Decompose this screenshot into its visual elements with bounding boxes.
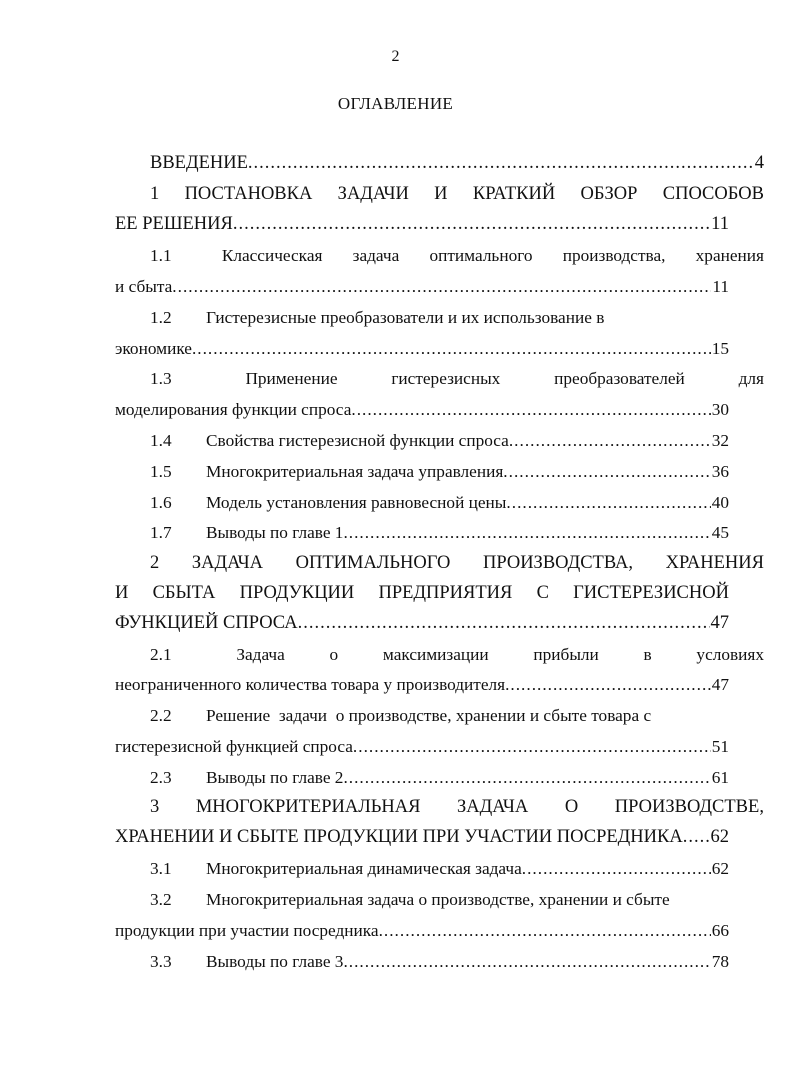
entry-page: 4 xyxy=(754,153,764,173)
toc-title: ОГЛАВЛЕНИЕ xyxy=(337,94,454,113)
toc-section-1-2-cont[interactable]: экономике ..... 15 xyxy=(115,338,729,360)
toc-chapter-2-title-2[interactable]: И СБЫТА ПРОДУКЦИИ ПРЕДПРИЯТИЯ С ГИСТЕРЕЗИСНОЙ xyxy=(115,583,729,603)
toc-section-1-7[interactable]: 1.7 Выводы по главе 1 ..... 45 xyxy=(115,522,729,544)
toc-section-1-4[interactable]: 1.4 Свойства гистерезисной функции спроса ..... 32 xyxy=(115,430,729,452)
toc-section-1-3[interactable]: 1.3 Применение гистерезисных преобразователей для xyxy=(150,369,764,388)
toc-chapter-2-title[interactable]: 2 ЗАДАЧА ОПТИМАЛЬНОГО ПРОИЗВОДСТВА, ХРАНЕНИЯ xyxy=(150,553,764,573)
toc-chapter-3-cont[interactable]: ХРАНЕНИИ И СБЫТЕ ПРОДУКЦИИ ПРИ УЧАСТИИ ПОСРЕДНИКА ..... 62 xyxy=(115,826,729,848)
toc-section-3-2[interactable]: 3.2 Многокритериальная задача о производстве, хранении и сбыте xyxy=(150,890,670,909)
toc-section-3-1[interactable]: 3.1 Многокритериальная динамическая задача ..... 62 xyxy=(115,858,729,880)
toc-section-2-2-cont[interactable]: гистерезисной функцией спроса ..... 51 xyxy=(115,736,729,758)
toc-section-2-1-cont[interactable]: неограниченного количества товара у производителя ..... 47 xyxy=(115,674,729,696)
toc-section-3-3[interactable]: 3.3 Выводы по главе 3 ..... 78 xyxy=(115,951,729,973)
toc-section-1-6[interactable]: 1.6 Модель установления равновесной цены ..... 40 xyxy=(115,492,729,514)
entry-page: 11 xyxy=(711,214,729,234)
toc-chapter-2-cont[interactable]: ФУНКЦИЕЙ СПРОСА ..... 47 xyxy=(115,612,729,634)
toc-section-2-1[interactable]: 2.1 Задача о максимизации прибыли в условиях xyxy=(150,645,764,664)
toc-chapter-1-title[interactable]: 1 ПОСТАНОВКА ЗАДАЧИ И КРАТКИЙ ОБЗОР СПОСОБОВ xyxy=(150,184,764,204)
toc-chapter-3-title[interactable]: 3 МНОГОКРИТЕРИАЛЬНАЯ ЗАДАЧА О ПРОИЗВОДСТВЕ, xyxy=(150,797,764,817)
toc-section-1-1-cont[interactable]: и сбыта ..... 11 xyxy=(115,276,729,298)
toc-section-1-3-cont[interactable]: моделирования функции спроса ..... 30 xyxy=(115,399,729,421)
toc-section-1-1[interactable]: 1.1 Классическая задача оптимального производства, хранения xyxy=(150,246,764,265)
toc-section-3-2-cont[interactable]: продукции при участии посредника ..... 66 xyxy=(115,920,729,942)
page-number: 2 xyxy=(391,48,400,65)
toc-chapter-1-cont[interactable]: ЕЕ РЕШЕНИЯ ..... 11 xyxy=(115,213,729,235)
toc-section-2-2[interactable]: 2.2 Решение задачи о производстве, хранении и сбыте товара с xyxy=(150,706,652,725)
toc-section-1-2[interactable]: 1.2 Гистерезисные преобразователи и их использование в xyxy=(150,308,605,327)
toc-section-2-3[interactable]: 2.3 Выводы по главе 2 ..... 61 xyxy=(115,767,729,789)
toc-entry-introduction[interactable] xyxy=(115,152,764,174)
toc-section-1-5[interactable]: 1.5 Многокритериальная задача управления ..... 36 xyxy=(115,461,729,483)
entry-title: ВВЕДЕНИЕ xyxy=(150,153,248,173)
